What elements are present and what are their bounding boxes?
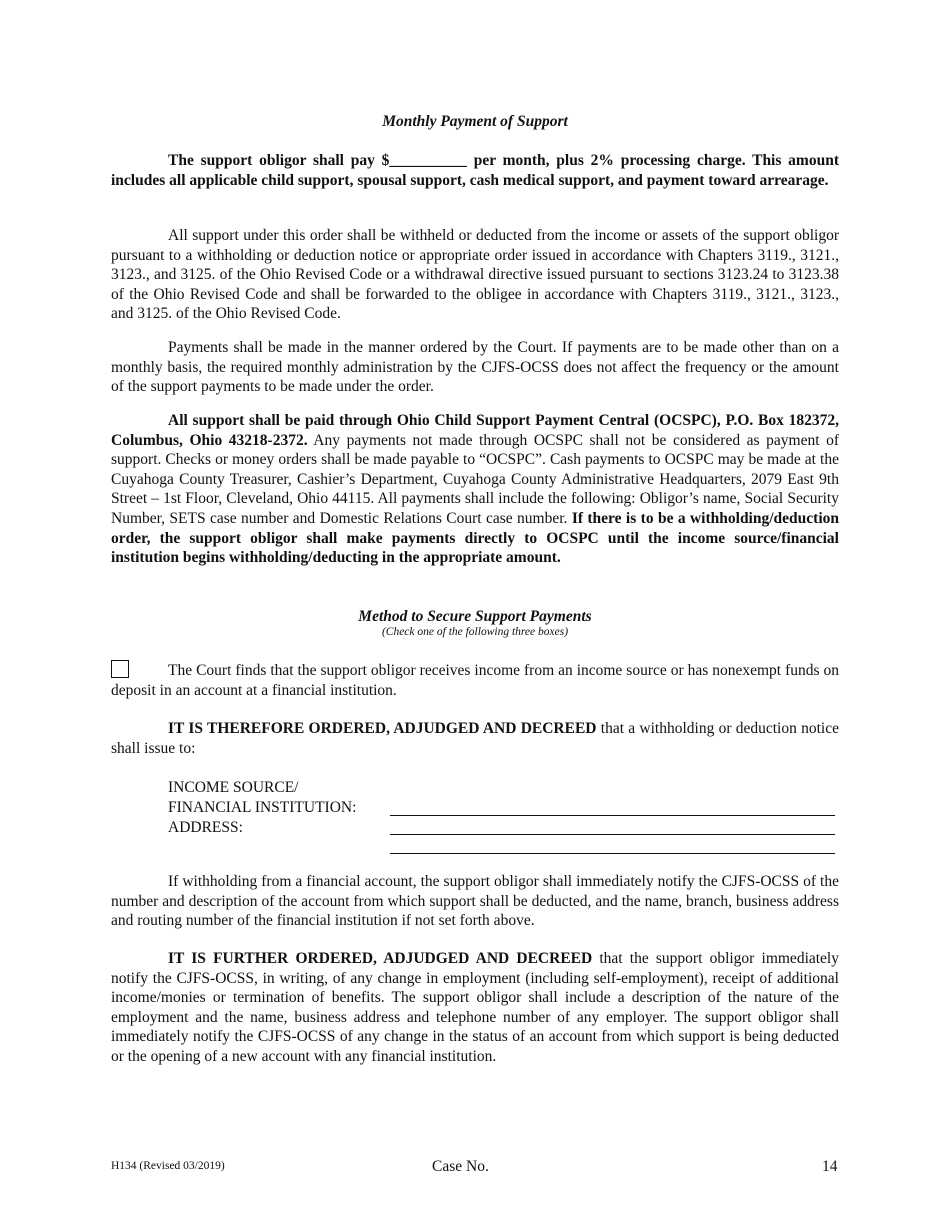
payment-central-instructions: Any payments not made through OCSPC shall not be considered as payment of support. Checks or money orders shall be made payable to “OCSPC”. Cash payments to OCSPC may be made at the Cuyahoga County Treasurer, Cashier’s Department, Cuyahoga County Administrative Headquarters, 2079 East 9th Street – 1st Floor, Cleveland, Ohio 44115. All payments shall include the following: Obligor’s name, Social Security Number, SETS case number and Domestic Relations Court case number. xyxy=(111,431,839,527)
financial-institution-input-line[interactable] xyxy=(390,815,835,816)
further-ordered-heading: IT IS FURTHER ORDERED, ADJUDGED AND DECREED xyxy=(168,950,593,967)
paragraph-payment-manner: Payments shall be made in the manner ordered by the Court. If payments are to be made other than on a monthly basis, the required monthly administration by the CJFS-OCSS does not affect the frequency or the amount of the support payments to be made under the order. xyxy=(111,339,839,396)
footer-page-number: 14 xyxy=(822,1158,838,1175)
address-label: ADDRESS: xyxy=(168,819,243,836)
paragraph-payment-amount: The support obligor shall pay $__________ per month, plus 2% processing charge. This amount includes all applicable child support, spousal support, cash medical support, and payment toward arrearage. xyxy=(111,152,839,189)
footer-form-id: H134 (Revised 03/2019) xyxy=(111,1160,225,1172)
further-ordered-text: that the support obligor immediately notify the CJFS-OCSS, in writing, of any change in employment (including self-employment), receipt of additional income/monies or termination of benefits. The support obligor shall include a description of the nature of the employment and the name, business address and telephone number of any employer. The support obligor shall immediately notify the CJFS-OCSS of any change in the status of an account from which support is being deducted or the opening of a new account with any financial institution. xyxy=(111,950,839,1065)
paragraph-payment-central xyxy=(111,411,839,568)
address-input-line-1[interactable] xyxy=(390,834,835,835)
address-input-line-2[interactable] xyxy=(390,853,835,854)
payment-central-address: All support shall be paid through Ohio Child Support Payment Central (OCSPC), P.O. Box 182372, Columbus, Ohio 43218-2372. xyxy=(111,412,839,449)
section-title-monthly-payment: Monthly Payment of Support xyxy=(382,113,568,130)
therefore-ordered-text: that a withholding or deduction notice shall issue to: xyxy=(111,720,839,757)
paragraph-financial-account-notify: If withholding from a financial account, the support obligor shall immediately notify the CJFS-OCSS of the number and description of the account from which support shall be deducted, and the name, branch, business address and routing number of the financial institution if not set forth above. xyxy=(111,873,839,930)
section-subtitle-check-boxes: (Check one of the following three boxes) xyxy=(381,626,569,638)
footer-case-number: Case No. xyxy=(432,1158,489,1175)
paragraph-therefore-ordered xyxy=(111,719,839,758)
income-source-label: INCOME SOURCE/ xyxy=(168,779,299,796)
section-title-secure-method: Method to Secure Support Payments xyxy=(358,608,592,625)
therefore-ordered-heading: IT IS THEREFORE ORDERED, ADJUDGED AND DECREED xyxy=(168,720,597,737)
payment-central-withholding-note: If there is to be a withholding/deduction order, the support obligor shall make payments directly to OCSPC until the income source/financial institution begins withholding/deducting in the appropriate amount. xyxy=(111,509,839,567)
paragraph-court-finds: The Court finds that the support obligor receives income from an income source or has nonexempt funds on deposit in an account at a financial institution. xyxy=(111,662,839,699)
paragraph-withholding-deduction: All support under this order shall be withheld or deducted from the income or assets of the support obligor pursuant to a withholding or deduction notice or appropriate order issued in accordance with Chapters 3119., 3121., 3123., and 3125. of the Ohio Revised Code or a withdrawal directive issued pursuant to sections 3123.24 to 3123.38 of the Ohio Revised Code and shall be forwarded to the obligee in accordance with Chapters 3119., 3121., 3123., and 3125. of the Ohio Revised Code. xyxy=(111,227,839,323)
paragraph-further-ordered xyxy=(111,949,839,1067)
financial-institution-label: FINANCIAL INSTITUTION: xyxy=(168,799,357,816)
